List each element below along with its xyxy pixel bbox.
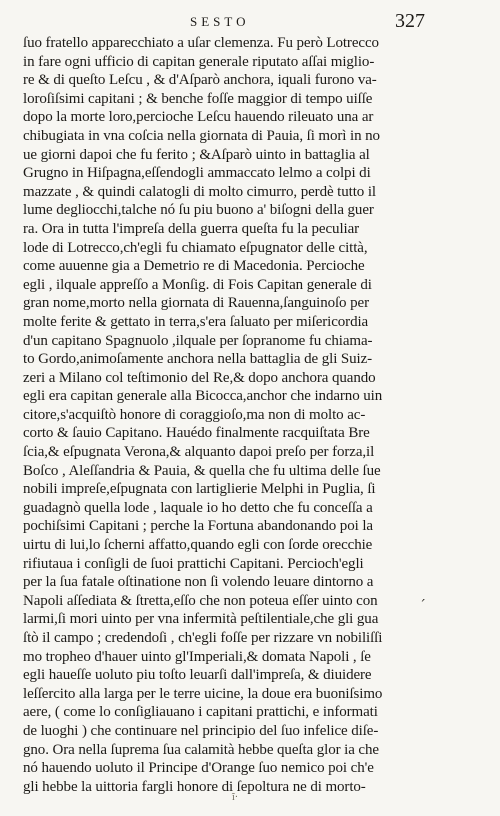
page-header [0, 10, 500, 34]
text-line: mo tropheo d'hauer uinto gl'Imperiali,& domata Napoli , ſe [23, 648, 371, 665]
text-line: citore,s'acquiſtò honore di coraggioſo,ma non di molto ac- [23, 406, 366, 423]
text-line: aere, ( come lo conſigliauano i capitani prattichi, e informati [23, 704, 378, 721]
text-line: nó hauendo uoluto il Principe d'Orange ſuo nemico poi ch'e [23, 760, 374, 777]
body-text [23, 34, 423, 796]
text-line: guadagnò quella lode , laquale io ho detto che fu conceſſa a [23, 499, 373, 516]
text-line: pochiſsimi Capitani ; perche la Fortuna abandonando poi la [23, 518, 373, 535]
text-line: molte ferite & gettato in terra,s'era ſaluato per miſericordia [23, 313, 369, 330]
text-line: gno. Ora nella ſuprema ſua calamità hebbe queſta glor ia che [23, 741, 379, 758]
text-line: re & di queſto Leſcu , & d'Aſparò anchora, iquali furono va- [23, 72, 377, 89]
text-line: egli haueſſe uoluto piu toſto leuarſi dall'impreſa, & diuidere [23, 667, 372, 684]
text-line: de luoghi ) che continuare nel principio del ſuo infelice diſe- [23, 722, 379, 739]
text-line: gran nome,morto nella giornata di Rauenna,ſanguinoſo per [23, 295, 369, 312]
text-line: come auuenne gia a Demetrio re di Macedonia. Percioche [23, 258, 365, 275]
text-line: in fare ogni ufficio di capitan generale riputato aſſai miglio- [23, 53, 375, 70]
text-line: loroſiſsimi capitani ; & benche foſſe maggior di tempo uiſſe [23, 90, 373, 107]
signature-mark: ĩ· [232, 792, 239, 803]
text-line: zeri a Milano col teſtimonio del Re,& dopo anchora quando [23, 369, 376, 386]
text-line: lode di Lotrecco,ch'egli fu chiamato eſpugnator delle città, [23, 239, 368, 256]
page-number: 327 [395, 10, 425, 32]
text-line: to Gordo,animoſamente anchora nella battaglia de gli Suiz- [23, 351, 373, 368]
text-line: ſcia,& eſpugnata Verona,& alquanto dapoi preſo per forza,il [23, 444, 375, 461]
text-line: lume degliocchi,talche nó ſu piu buono a' biſogni della guer [23, 202, 374, 219]
margin-mark: ˊ [419, 598, 426, 614]
text-line: nobili impreſe,eſpugnata con lartiglierie Melphi in Puglia, ſi [23, 481, 376, 498]
text-line: mazzate , & quindi calatogli di molto cimurro, perdè tutto il [23, 183, 376, 200]
text-line: corto & ſauio Capitano. Hauédo finalmente racquiſtata Bre [23, 425, 370, 442]
text-line: Napoli aſſediata & ſtretta,eſſo che non poteua eſſer uinto con [23, 592, 378, 609]
text-line: ſtò il campo ; credendoſi , ch'egli foſſe per rizzare vn nobiliſſi [23, 630, 383, 646]
text-line: larmi,ſi mori uinto per vna infermità peſtilentiale,che gli gua [23, 611, 379, 628]
text-line: dopo la morte loro,percioche Leſcu hauendo rileuato una ar [23, 109, 374, 126]
running-head: SESTO [190, 14, 250, 29]
text-line: leſſercito alla larga per le terre uicine, la doue era buoniſsimo [23, 685, 383, 702]
text-line: Boſco , Aleſſandria & Pauia, & quella che fu ultima delle ſue [23, 462, 381, 479]
text-line: gli hebbe la uittoria fargli honore di ſepoltura ne di morto- [23, 778, 366, 795]
text-line: uirtu di lui,lo ſcherni affatto,quando egli con ſorde orecchie [23, 537, 373, 554]
text-line: egli , ilquale appreſſo a Monſig. di Fois Capitan generale di [23, 276, 372, 293]
text-line: egli era capitan generale alla Bicocca,anchor che indarno uin [23, 388, 383, 405]
text-line: per la ſua fatale oſtinatione non ſi volendo leuare dintorno a [23, 574, 374, 591]
text-line: ra. Ora in tutta l'impreſa della guerra queſta fu la peculiar [23, 220, 360, 237]
text-line: chibugiata in vna coſcia nella giornata di Pauia, ſi morì in no [23, 127, 380, 144]
text-line: ue giorni dapoi che fu ferito ; &Aſparò uinto in battaglia al [23, 146, 370, 163]
text-line: d'un capitano Spagnuolo ,ilquale per ſopranome fu chiama- [23, 332, 373, 349]
text-line: Grugno in Hiſpagna,eſſendogli ammaccato lelmo a colpi di [23, 165, 371, 182]
text-line: ſuo fratello apparecchiato a uſar clemenza. Fu però Lotrecco [23, 35, 379, 51]
text-line: rifiutaua i conſigli de ſuoi prattichi Capitani. Percioch'egli [23, 555, 364, 572]
